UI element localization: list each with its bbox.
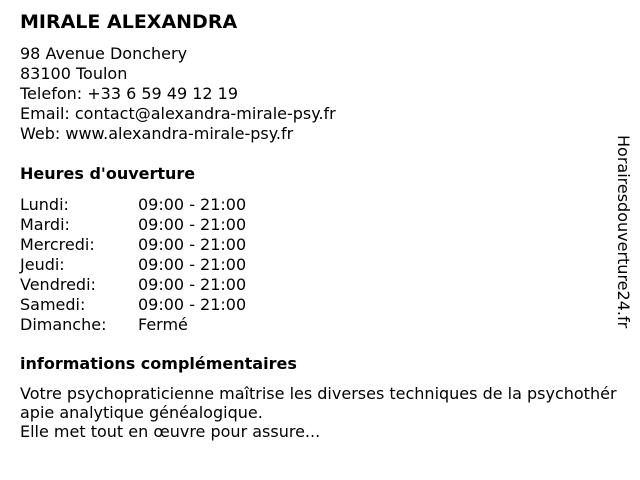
hours-row-saturday bbox=[20, 295, 246, 315]
description-truncated: Elle met tout en œuvre pour assure... bbox=[20, 422, 321, 441]
hours-row-tuesday bbox=[20, 215, 246, 235]
opening-hours-table bbox=[20, 195, 246, 335]
opening-hours-heading: Heures d'ouverture bbox=[20, 164, 196, 183]
day-label: Jeudi: bbox=[20, 255, 65, 274]
day-time: 09:00 - 21:00 bbox=[138, 295, 247, 314]
site-watermark: Horairesdouverture24.fr bbox=[614, 135, 633, 329]
phone-line: Telefon: +33 6 59 49 12 19 bbox=[20, 84, 239, 103]
day-time: Fermé bbox=[138, 315, 188, 334]
day-time: 09:00 - 21:00 bbox=[138, 215, 247, 234]
hours-row-monday bbox=[20, 195, 246, 215]
day-label: Samedi: bbox=[20, 295, 86, 314]
day-time: 09:00 - 21:00 bbox=[138, 235, 247, 254]
day-label: Lundi: bbox=[20, 195, 69, 214]
hours-row-wednesday bbox=[20, 235, 246, 255]
contact-block bbox=[20, 44, 336, 144]
day-time: 09:00 - 21:00 bbox=[138, 275, 247, 294]
address-city: 83100 Toulon bbox=[20, 64, 128, 83]
email-line: Email: contact@alexandra-mirale-psy.fr bbox=[20, 104, 336, 123]
business-name: MIRALE ALEXANDRA bbox=[20, 11, 238, 33]
day-label: Mardi: bbox=[20, 215, 70, 234]
day-time: 09:00 - 21:00 bbox=[138, 255, 247, 274]
hours-row-sunday bbox=[20, 315, 246, 335]
day-label: Mercredi: bbox=[20, 235, 95, 254]
day-time: 09:00 - 21:00 bbox=[138, 195, 247, 214]
additional-info-heading: informations complémentaires bbox=[20, 354, 297, 373]
address-street: 98 Avenue Donchery bbox=[20, 44, 188, 63]
additional-info-text bbox=[20, 384, 618, 441]
website-line: Web: www.alexandra-mirale-psy.fr bbox=[20, 124, 294, 143]
day-label: Vendredi: bbox=[20, 275, 96, 294]
hours-row-friday bbox=[20, 275, 246, 295]
description-paragraph: Votre psychopraticienne maîtrise les diverses techniques de la psychothérapie analytique généalogique. bbox=[20, 384, 617, 422]
day-label: Dimanche: bbox=[20, 315, 107, 334]
hours-row-thursday bbox=[20, 255, 246, 275]
